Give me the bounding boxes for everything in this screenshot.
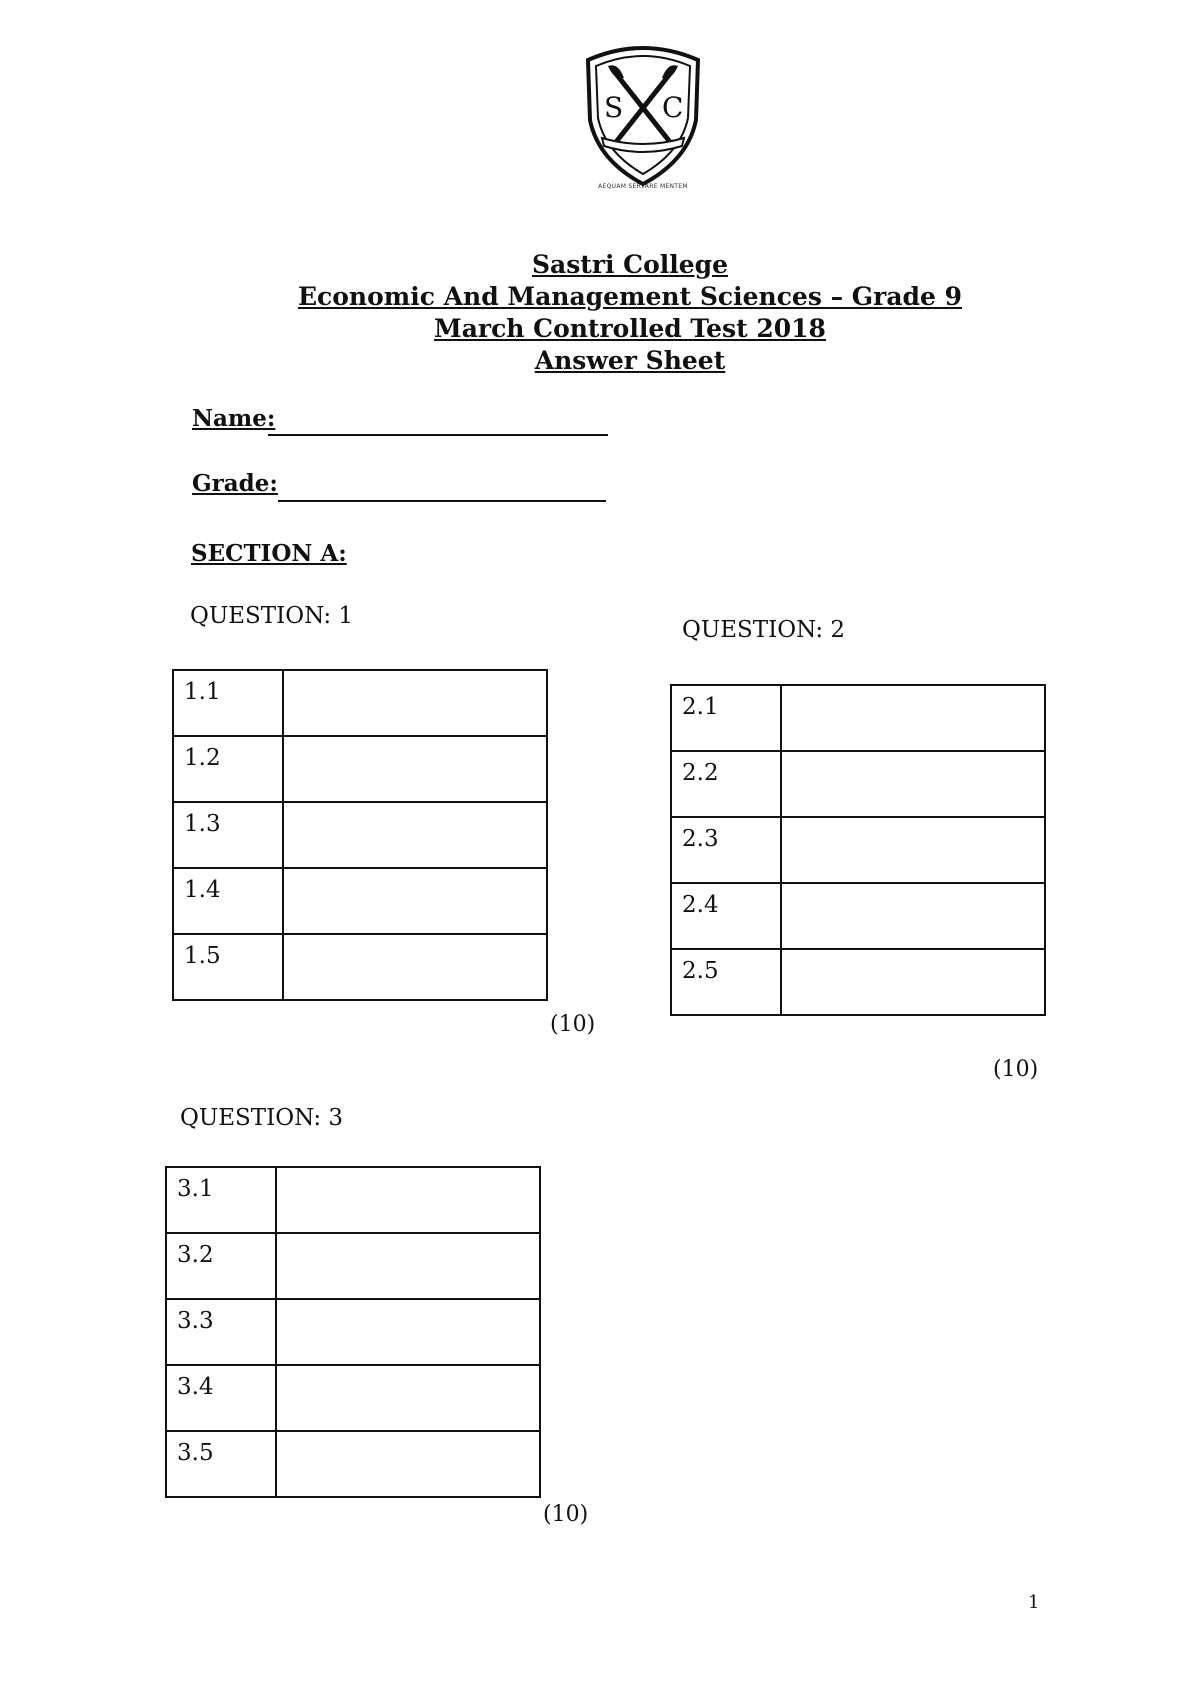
table-row <box>166 1299 540 1365</box>
item-number: 2.5 <box>671 949 781 1015</box>
table-row <box>671 817 1045 883</box>
answer-cell[interactable] <box>276 1299 540 1365</box>
answer-cell[interactable] <box>781 751 1045 817</box>
table-row <box>671 883 1045 949</box>
answer-cell[interactable] <box>283 802 547 868</box>
item-number: 2.3 <box>671 817 781 883</box>
item-number: 1.4 <box>173 868 283 934</box>
item-number: 2.1 <box>671 685 781 751</box>
table-row <box>166 1365 540 1431</box>
section-a-heading: SECTION A: <box>191 540 347 567</box>
item-number: 1.1 <box>173 670 283 736</box>
question-3-answer-table <box>165 1166 541 1498</box>
item-number: 1.3 <box>173 802 283 868</box>
answer-cell[interactable] <box>276 1167 540 1233</box>
answer-cell[interactable] <box>781 949 1045 1015</box>
answer-cell[interactable] <box>781 883 1045 949</box>
svg-text:S: S <box>604 91 624 124</box>
answer-cell[interactable] <box>283 670 547 736</box>
item-number: 1.2 <box>173 736 283 802</box>
item-number: 3.2 <box>166 1233 276 1299</box>
item-number: 2.2 <box>671 751 781 817</box>
table-row <box>173 670 547 736</box>
school-crest-logo <box>578 42 708 192</box>
grade-label: Grade: <box>192 470 278 497</box>
item-number: 3.4 <box>166 1365 276 1431</box>
table-row <box>173 802 547 868</box>
table-row <box>173 736 547 802</box>
crest-motto: AEQUAM SERVARE MENTEM <box>598 183 688 190</box>
name-field-line[interactable] <box>268 434 608 436</box>
answer-cell[interactable] <box>276 1233 540 1299</box>
document-type-heading: Answer Sheet <box>534 346 726 375</box>
question-2-marks: (10) <box>993 1057 1039 1082</box>
table-row <box>166 1431 540 1497</box>
question-1-title: QUESTION: 1 <box>190 603 354 629</box>
table-row <box>671 685 1045 751</box>
table-row <box>166 1233 540 1299</box>
question-2-title: QUESTION: 2 <box>682 617 846 643</box>
question-1-marks: (10) <box>550 1012 596 1037</box>
name-label: Name: <box>192 405 276 432</box>
question-3-title: QUESTION: 3 <box>180 1105 344 1131</box>
question-3-marks: (10) <box>543 1502 589 1527</box>
svg-text:C: C <box>662 91 684 124</box>
answer-cell[interactable] <box>283 868 547 934</box>
subject-heading: Economic And Management Sciences – Grade 9 <box>297 282 963 311</box>
table-row <box>671 751 1045 817</box>
table-row <box>166 1167 540 1233</box>
item-number: 3.3 <box>166 1299 276 1365</box>
answer-cell[interactable] <box>781 817 1045 883</box>
test-heading: March Controlled Test 2018 <box>434 314 826 343</box>
table-row <box>173 934 547 1000</box>
answer-cell[interactable] <box>276 1431 540 1497</box>
answer-cell[interactable] <box>781 685 1045 751</box>
question-2-answer-table <box>670 684 1046 1016</box>
answer-cell[interactable] <box>283 934 547 1000</box>
item-number: 2.4 <box>671 883 781 949</box>
item-number: 3.5 <box>166 1431 276 1497</box>
answer-cell[interactable] <box>276 1365 540 1431</box>
page-number: 1 <box>1028 1592 1040 1613</box>
question-1-answer-table <box>172 669 548 1001</box>
table-row <box>671 949 1045 1015</box>
table-row <box>173 868 547 934</box>
item-number: 1.5 <box>173 934 283 1000</box>
school-name-heading: Sastri College <box>531 250 729 279</box>
item-number: 3.1 <box>166 1167 276 1233</box>
answer-cell[interactable] <box>283 736 547 802</box>
grade-field-line[interactable] <box>278 500 606 502</box>
